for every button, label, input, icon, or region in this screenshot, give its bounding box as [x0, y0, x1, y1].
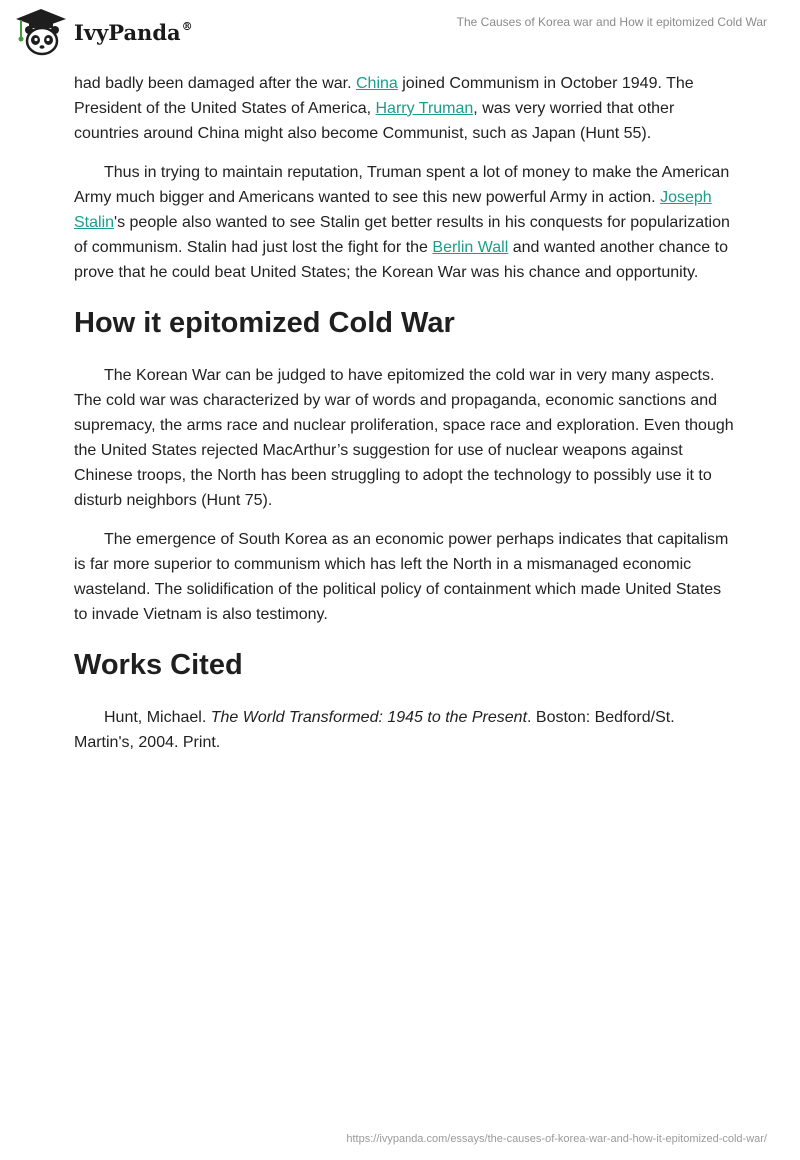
panda-graduate-icon	[14, 7, 68, 57]
link-harry-truman[interactable]: Harry Truman	[375, 100, 474, 117]
heading-works-cited: Works Cited	[74, 649, 243, 681]
paragraph-truman-army: Thus in trying to maintain reputation, Truman spent a lot of money to make the American Army much bigger and Americans wanted to see this new powerful Army in action. Joseph Stalin's people also wanted to see Stalin get better results in his conquests for popularization of communism. Stalin had just lost the fight for the Berlin Wall and wanted another chance to prove that he could beat United States; the Korean War was his chance and opportunity.	[74, 164, 730, 281]
page-header	[0, 0, 800, 64]
paragraph-south-korea: The emergence of South Korea as an economic power perhaps indicates that capitalism is far more superior to communism which has left the North in a mismanaged economic wasteland. The solidification of the political policy of containment which made United States to invade Vietnam is also testimony.	[74, 531, 729, 623]
link-berlin-wall[interactable]: Berlin Wall	[432, 239, 509, 256]
document-title: The Causes of Korea war and How it epitomized Cold War	[456, 15, 767, 29]
link-china[interactable]: China	[355, 75, 398, 92]
registered-mark: ®	[181, 19, 193, 33]
citation-entry: Hunt, Michael. The World Transformed: 1945 to the Present. Boston: Bedford/St. Martin's, 2004. Print.	[74, 709, 675, 751]
heading-how-epitomized-cold-war: How it epitomized Cold War	[74, 307, 455, 339]
link-joseph-stalin[interactable]: Joseph Stalin	[74, 189, 712, 231]
citation-title: The World Transformed: 1945 to the Present	[210, 709, 528, 726]
brand-name: IvyPanda®	[74, 19, 193, 45]
paragraph-cold-war-aspects: The Korean War can be judged to have epitomized the cold war in very many aspects. The cold war was characterized by war of words and propaganda, economic sanctions and supremacy, the arms race and nuclear proliferation, space race and exploration. Even though the United States rejected MacArthur’s suggestion for use of nuclear weapons against Chinese troops, the North has been struggling to adopt the technology to possibly use it to disturb neighbors (Hunt 75).	[74, 367, 734, 509]
page-url[interactable]: https://ivypanda.com/essays/the-causes-of-korea-war-and-how-it-epitomized-cold-war/	[346, 1133, 767, 1145]
paragraph-continued: had badly been damaged after the war. China joined Communism in October 1949. The President of the United States of America, Harry Truman, was very worried that other countries around China might also become Communist, such as Japan (Hunt 55).	[74, 75, 694, 142]
brand-logo[interactable]	[14, 6, 193, 58]
essay-content	[74, 71, 734, 769]
